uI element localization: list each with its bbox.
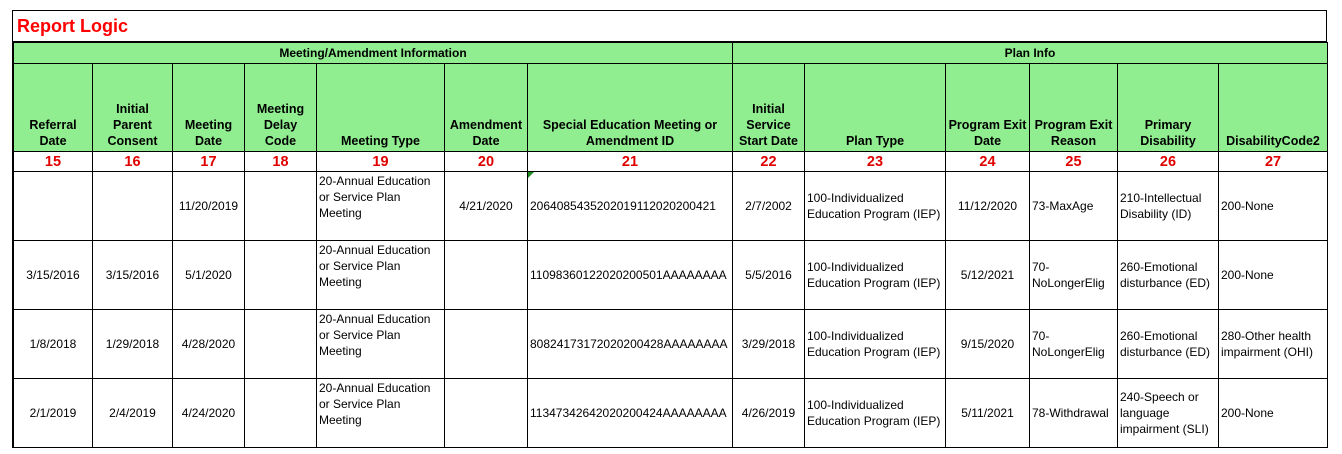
cell-primary-disability[interactable]: 260-Emotional disturbance (ED)	[1118, 310, 1219, 379]
column-number: 15	[14, 152, 93, 172]
header-initial-service-start-date: Initial Service Start Date	[733, 64, 805, 152]
cell-program-exit-reason[interactable]: 70-NoLongerElig	[1030, 310, 1118, 379]
column-number: 22	[733, 152, 805, 172]
cell-meeting-id[interactable]: 1109836012202020050​1AAAAAAAA	[528, 241, 733, 310]
header-program-exit-reason: Program Exit Reason	[1030, 64, 1118, 152]
cell-meeting-delay-code[interactable]	[245, 379, 317, 448]
header-meeting-id: Special Education Meeting or Amendment ID	[528, 64, 733, 152]
cell-program-exit-date[interactable]: 5/12/2021	[946, 241, 1030, 310]
table-row	[14, 241, 1328, 310]
cell-initial-service-start-date[interactable]: 2/7/2002	[733, 172, 805, 241]
column-number: 21	[528, 152, 733, 172]
cell-plan-type[interactable]: 100-Individualized Education Program (IEP)	[805, 241, 946, 310]
cell-meeting-delay-code[interactable]	[245, 310, 317, 379]
group-header-row	[14, 43, 1328, 64]
cell-plan-type[interactable]: 100-Individualized Education Program (IEP)	[805, 172, 946, 241]
table-row	[14, 310, 1328, 379]
report-sheet	[12, 10, 1327, 448]
cell-meeting-delay-code[interactable]	[245, 241, 317, 310]
cell-plan-type[interactable]: 100-Individualized Education Program (IEP)	[805, 379, 946, 448]
cell-initial-service-start-date[interactable]: 5/5/2016	[733, 241, 805, 310]
cell-program-exit-reason[interactable]: 70-NoLongerElig	[1030, 241, 1118, 310]
column-number: 20	[445, 152, 528, 172]
cell-referral-date[interactable]: 3/15/2016	[14, 241, 93, 310]
header-program-exit-date: Program Exit Date	[946, 64, 1030, 152]
header-plan-type: Plan Type	[805, 64, 946, 152]
header-meeting-type: Meeting Type	[317, 64, 445, 152]
cell-referral-date[interactable]: 1/8/2018	[14, 310, 93, 379]
cell-disability-code2[interactable]: 200-None	[1219, 241, 1328, 310]
cell-primary-disability[interactable]: 210-Intellectual Disability (ID)	[1118, 172, 1219, 241]
column-number: 17	[173, 152, 245, 172]
header-meeting-delay-code: Meeting Delay Code	[245, 64, 317, 152]
column-number: 25	[1030, 152, 1118, 172]
cell-meeting-date[interactable]: 11/20/2019	[173, 172, 245, 241]
cell-primary-disability[interactable]: 260-Emotional disturbance (ED)	[1118, 241, 1219, 310]
cell-meeting-id[interactable]: 808241731720202004​28AAAAAAAA	[528, 310, 733, 379]
report-table	[13, 42, 1328, 448]
column-number: 19	[317, 152, 445, 172]
header-meeting-date: Meeting Date	[173, 64, 245, 152]
column-number: 18	[245, 152, 317, 172]
table-row	[14, 172, 1328, 241]
cell-disability-code2[interactable]: 280-Other health impairment (OHI)	[1219, 310, 1328, 379]
column-number: 24	[946, 152, 1030, 172]
report-title: Report Logic	[17, 15, 128, 36]
column-number: 16	[93, 152, 173, 172]
cell-meeting-id[interactable]: 113473426420202004​24AAAAAAAA	[528, 379, 733, 448]
group-plan-info: Plan Info	[733, 43, 1328, 64]
cell-initial-parent-consent[interactable]: 2/4/2019	[93, 379, 173, 448]
column-number: 23	[805, 152, 946, 172]
cell-meeting-type[interactable]: 20-Annual Education or Service Plan Meeting	[317, 172, 445, 241]
cell-initial-parent-consent[interactable]: 3/15/2016	[93, 241, 173, 310]
title-row	[13, 11, 1327, 42]
cell-primary-disability[interactable]: 240-Speech or language impairment (SLI)	[1118, 379, 1219, 448]
cell-meeting-delay-code[interactable]	[245, 172, 317, 241]
group-meeting-info: Meeting/Amendment Information	[14, 43, 733, 64]
cell-program-exit-date[interactable]: 9/15/2020	[946, 310, 1030, 379]
column-number-row	[14, 152, 1328, 172]
cell-program-exit-date[interactable]: 11/12/2020	[946, 172, 1030, 241]
cell-program-exit-reason[interactable]: 73-MaxAge	[1030, 172, 1118, 241]
cell-meeting-id[interactable]: 2064085435202019112020200421	[528, 172, 733, 241]
column-number: 26	[1118, 152, 1219, 172]
cell-meeting-type[interactable]: 20-Annual Education or Service Plan Meeting	[317, 241, 445, 310]
cell-plan-type[interactable]: 100-Individualized Education Program (IEP)	[805, 310, 946, 379]
header-initial-parent-consent: Initial Parent Consent	[93, 64, 173, 152]
column-number: 27	[1219, 152, 1328, 172]
cell-meeting-date[interactable]: 4/28/2020	[173, 310, 245, 379]
cell-meeting-date[interactable]: 5/1/2020	[173, 241, 245, 310]
header-referral-date: Referral Date	[14, 64, 93, 152]
cell-disability-code2[interactable]: 200-None	[1219, 379, 1328, 448]
cell-amendment-date[interactable]	[445, 379, 528, 448]
cell-amendment-date[interactable]	[445, 241, 528, 310]
header-disability-code2: DisabilityCode2	[1219, 64, 1328, 152]
cell-amendment-date[interactable]: 4/21/2020	[445, 172, 528, 241]
cell-meeting-type[interactable]: 20-Annual Education or Service Plan Meeting	[317, 379, 445, 448]
cell-initial-parent-consent[interactable]: 1/29/2018	[93, 310, 173, 379]
cell-initial-parent-consent[interactable]	[93, 172, 173, 241]
header-amendment-date: Amendment Date	[445, 64, 528, 152]
cell-disability-code2[interactable]: 200-None	[1219, 172, 1328, 241]
cell-referral-date[interactable]: 2/1/2019	[14, 379, 93, 448]
cell-referral-date[interactable]	[14, 172, 93, 241]
cell-initial-service-start-date[interactable]: 4/26/2019	[733, 379, 805, 448]
cell-initial-service-start-date[interactable]: 3/29/2018	[733, 310, 805, 379]
cell-program-exit-reason[interactable]: 78-Withdrawal	[1030, 379, 1118, 448]
cell-amendment-date[interactable]	[445, 310, 528, 379]
cell-program-exit-date[interactable]: 5/11/2021	[946, 379, 1030, 448]
cell-meeting-type[interactable]: 20-Annual Education or Service Plan Meeting	[317, 310, 445, 379]
header-primary-disability: Primary Disability	[1118, 64, 1219, 152]
table-row	[14, 379, 1328, 448]
cell-meeting-date[interactable]: 4/24/2020	[173, 379, 245, 448]
column-header-row	[14, 64, 1328, 152]
